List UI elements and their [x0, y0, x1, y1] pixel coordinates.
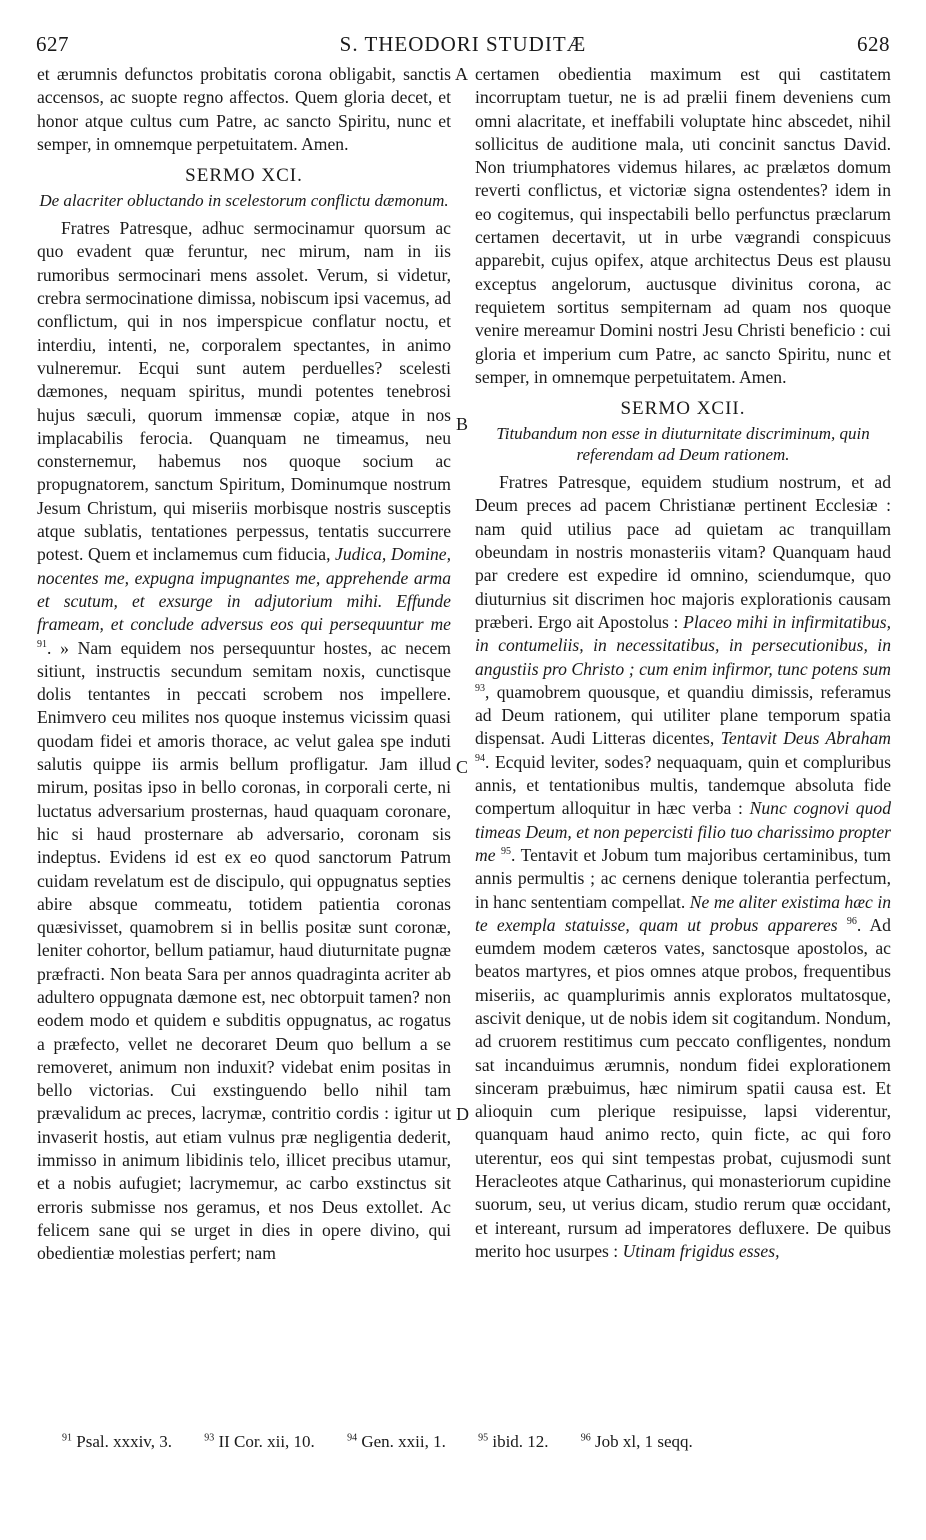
footnote-ref: 94 — [475, 752, 485, 764]
footnote-text: ibid. 12. — [492, 1432, 549, 1451]
scripture-quote: Judica, Domine, nocentes me, expugna impugnantes me, apprehende arma et scutum, et exsurge in adjutorium mihi. Effunde frameam, et conclude adversus eos qui persequuntur me — [37, 544, 451, 635]
text-run: Fratres Patresque, equidem studium nostrum, et ad Deum preces ad pacem Christianæ pertinent Ecclesiæ : nam quid utilius pace ad quietam ac tranquillam obeundam in nostris monasteriis vitam? Quanquam haud par credere est expedire id omnino, sciendumque, quo diuturnius sit discrimen hoc majoris explorationis causam præberi. Ergo ait Apostolus : — [475, 472, 891, 632]
sermon-subtitle: De alacriter obluctando in scelestorum conflictu dæmonum. — [39, 191, 449, 211]
paragraph-continued: et ærumnis defunctos probitatis corona obligabit, sanctis accensos, ac suopte regno affectos. Quem gloria decet, et honor atque cultus cum Patre, ac sancto Spiritu, nunc et semper, in omnemque perpetuitatem. Amen. — [37, 64, 451, 154]
scripture-quote: Tentavit Deus Abraham — [720, 728, 892, 749]
page-header — [36, 32, 890, 58]
margin-letter-c: C — [456, 757, 469, 777]
footnote-number: 95 — [478, 1432, 489, 1444]
footnote-number: 93 — [204, 1432, 215, 1444]
footnote-ref: 95 — [501, 846, 512, 858]
footnote-ref: 93 — [475, 682, 485, 694]
text-run: . Ecquid leviter, sodes? nequaquam, quin et compluribus annis, et tentationibus multis, tandemque absoluta fide compertum alloquitur in hæc verba : — [475, 751, 891, 819]
margin-letter-a: A — [455, 64, 468, 84]
running-title: S. THEODORI STUDITÆ — [339, 32, 587, 56]
left-column — [37, 63, 451, 1266]
text-run: Fratres Patresque, adhuc sermocinamur quorsum ac quo evadent quæ feruntur, nec mirum, nam in iis rumoribus sermocinari mens assolet. Verum, si videtur, crebra sermocinatione dimissa, nobiscum ipsi vacemus, ad conflictum, qui in nos imperspicue conflatur noctu, et interdiu, intenti, ne, corporalem spectantes, in animo vulneremur. Ecqui sunt autem perduelles? scelesti dæmones, nequam spiritus, mundi potentes tenebrosi hujus sæculi, quorum immensæ copiæ, atque in nos implacabilis ferocia. Quanquam ne timeamus, neu consternemur, habemus nos quoque socium ac propugnatorem, sanctum Spiritum, Dominumque nostrum Jesum Christum, qui miseriis morbisque nostris susceptis atque sublatis, tentationes perpessus, tentatis succurrere potest. Quem et inclamemus cum fiducia, — [37, 218, 451, 565]
text-run: . » Nam equidem nos persequuntur hostes, ac necem sitiunt, instructis secundum semitam noxis, cunctisque dolis tentantes in peccati scrobem nos impellere. Enimvero ceu milites nos quoque instemus vicissim quasi quodam fidei et amoris thorace, ac velut galea spe induti salutis quippe iis armis bellum profligatur. Jam illud mirum, positas ipso in bello coronas, in corporali certe, ni luctatus adversarium prosternas, haud quaquam coronare, hic si haud prosternare ab adversario, coronam sis indeptus. Evidens id est ex eo quod sanctorum Patrum cuidam revelatum est de discipulo, qui oppugnatus septies abire absque commeatu, totidem patientia coronas quæsivisset, quamobrem si in bellis positæ sunt coronæ, leniter cohortor, bellum patiamur, haud diuturnitate pugnæ præfracti. Non beata Sara per annos quadraginta acriter ab adultero oppugnata dæmone est, nec obtorpuit tamen? non eodem modo et quidem e subditis oppugnatus, ac rogatus a præfecto, vellet ne decoraret Deum quo bellum a se removeret, animum non induxit? videbat enim positas in bello victorias. Cui exstinguendo bello nihil tam prævalidum ac preces, lacrymæ, contritio cordis : igitur ut invaserit hostis, aut etiam vulnus præ negligentia dederit, immisso in animum libidinis telo, illicet precibus utamur, et a nobis aufugiet; lacrymemur, ac carbo exstinctus sit erroris submisse nos geramus, et nos Deus extollet. Ac felicem sane qui se urget in dies in opere divino, qui obedientiæ molestias perfert; nam — [37, 637, 451, 1264]
page-number-left: 627 — [36, 32, 69, 56]
footnote-text: II Cor. xii, 10. — [218, 1432, 315, 1451]
right-column — [475, 63, 891, 1263]
footnote-text: Gen. xxii, 1. — [361, 1432, 446, 1451]
footnote-number: 94 — [347, 1432, 358, 1444]
scripture-quote: Utinam frigidus esses, — [622, 1240, 780, 1261]
paragraph-continued: certamen obedientia maximum est qui castitatem incorruptam tuetur, ne is ad prælii finem deveniens cum omni alacritate, et ineffabili voluptate hinc abscedet, nihil sollicitus de auditione mala, uti concinit sanctus David. Non triumphatores videmus hilares, ac prælætos domum reverti conflictus, et victoriæ signa ostendentes? idem in eo cogitemus, qui inspectabili bello perfunctus præclarum certamen decertavit, ut in urbe vægrandi conspicuus apparebit, cujus opifex, atque architectus Deus est plausu exceptus angelorum, auctusque divinitus corona, ac requietem sortitus sempiternam ad quam nos quoque venire mereamur Domini nostri Jesu Christi beneficio : cui gloria et imperium cum Patre, ac sancto Spiritu, nunc et semper, in omnemque perpetuitatem. Amen. — [475, 64, 891, 387]
text-run: , quamobrem quousque, et quandiu dimissis, referamus ad Deum rationem, qui utiliter plane temporum spatia dispensat. Audi Litteras dicentes, — [475, 681, 891, 749]
footnote-ref: 96 — [846, 915, 857, 927]
footnote-text: Psal. xxxiv, 3. — [76, 1432, 172, 1451]
footnote — [478, 1432, 562, 1451]
paragraph — [37, 217, 451, 1265]
paragraph — [475, 471, 891, 1263]
footnote-ref: 91 — [37, 638, 47, 650]
text-run: . Ad eumdem modem cæteros vates, sanctosque apostolos, ac beatos martyres, et pios omnes atque probos, frequentibus miseriis, ac quamplurimis annis exploratos multatosque, ascivit denique, ut de nobis idem sit cogitandum. Nondum, ad cruorem restitimus cum peccato confligentes, nondum sat incanduimus ærumnis, nondum fidei explorationem sinceram præbuimus, hæc nimirum spatii causa est. Et alioquin cum plerique resipuisse, lapsi viderentur, quanquam haud animo recto, quin ficte, ac qui foro uterentur, eos qui sint tempestas probat, cujusmodi sunt Heracleotes atque Catharinus, qui monasteriorum cupidine suorum, seu, ut verius dicam, studio rerum quæ occidant, et intereant, rursum ad imperatores defluxere. De quibus merito hoc usurpes : — [475, 914, 891, 1261]
margin-letter-d: D — [456, 1104, 469, 1124]
footnote — [581, 1432, 707, 1451]
footnote — [347, 1432, 460, 1451]
sermon-subtitle: Titubandum non esse in diuturnitate discriminum, quin referendam ad Deum rationem. — [496, 424, 870, 465]
sermon-title: SERMO XCII. — [620, 398, 746, 420]
scripture-quote: Placeo mihi in infirmitatibus, in contumeliis, in necessitatibus, in persecutionibus, in angustiis pro Christo ; cum enim infirmor, tunc potens sum — [475, 611, 891, 679]
footnote-number: 91 — [62, 1432, 72, 1444]
page-number-right: 628 — [857, 32, 890, 56]
footnote — [62, 1432, 186, 1451]
footnote-text: Job xl, 1 seqq. — [595, 1432, 693, 1451]
footnotes — [62, 1432, 862, 1452]
scripture-quote: Ne me aliter existima hæc in te exempla statuisse, quam ut probus appareres — [475, 891, 892, 935]
footnote — [204, 1432, 329, 1451]
sermon-title: SERMO XCI. — [185, 165, 303, 187]
margin-letter-b: B — [456, 414, 469, 434]
scripture-quote: Nunc cognovi quod timeas Deum, et non pepercisti filio tuo charissimo propter me — [475, 798, 891, 865]
text-run: . Tentavit et Jobum tum majoribus certaminibus, tum annis permultis ; ac cernens denique tolerantia perfectum, in hanc sententiam compellat. — [475, 844, 891, 912]
footnote-number: 96 — [580, 1432, 591, 1444]
